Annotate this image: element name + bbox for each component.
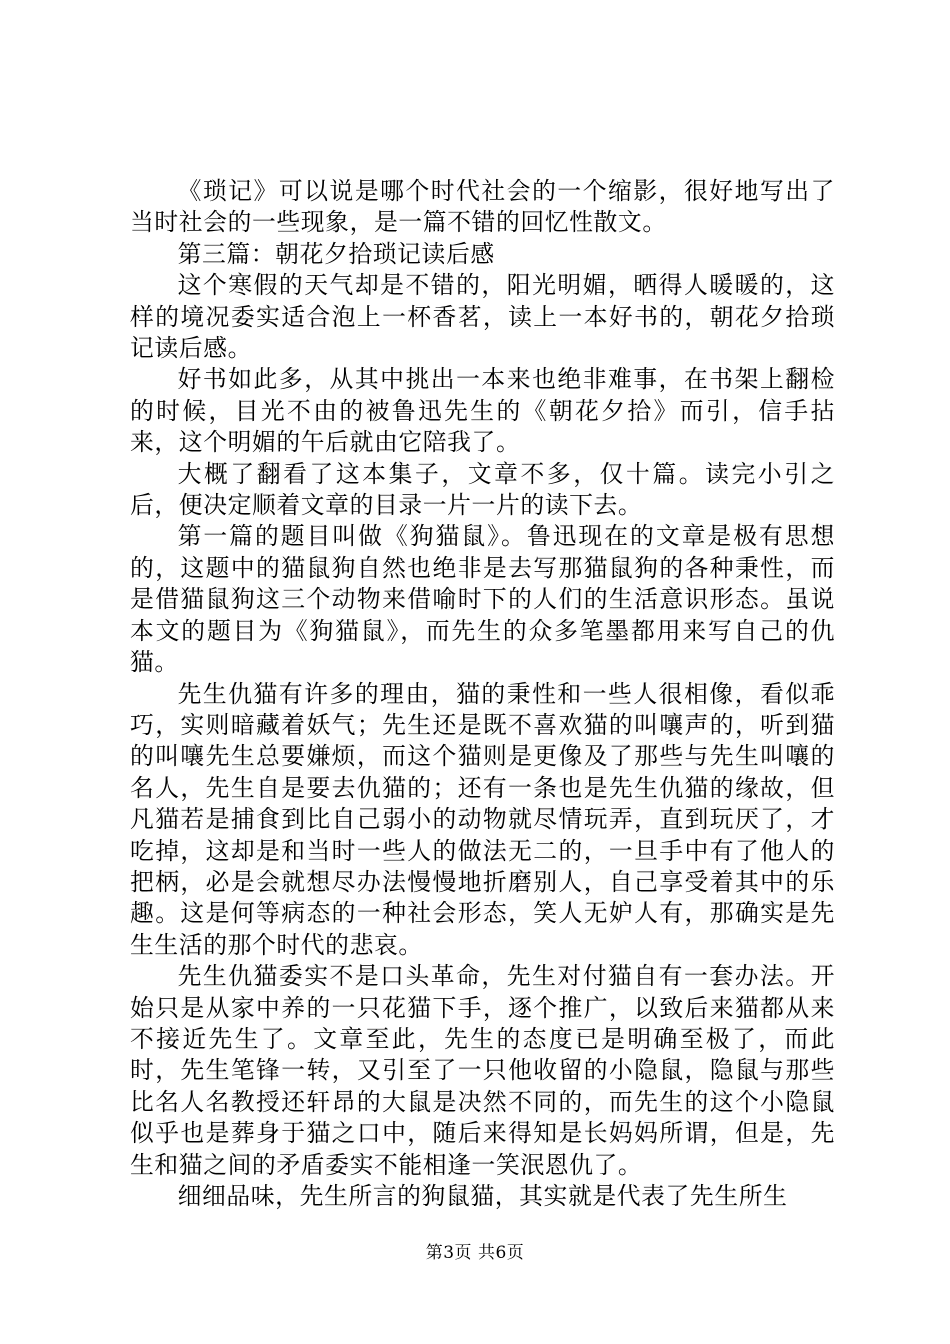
section-heading: 第三篇：朝花夕拾琐记读后感 bbox=[177, 239, 495, 268]
page-footer: 第3页 共6页 bbox=[425, 1243, 525, 1263]
paragraph-6: 第一篇的题目叫做《狗猫鼠》。鲁迅现在的文章是极有思想的，这题中的猫鼠狗自然也绝非是去写那猫鼠狗的各种秉性，而是借猫鼠狗这三个动物来借喻时下的人们的生活意识形态。虽说本文的题目为《狗猫鼠》，而先生的众多笔墨都用来写自己的仇猫。 bbox=[130, 522, 835, 677]
paragraph-4: 好书如此多，从其中挑出一本来也绝非难事，在书架上翻检的时候，目光不由的被鲁迅先生的《朝花夕拾》而引，信手拈来，这个明媚的午后就由它陪我了。 bbox=[130, 365, 835, 457]
paragraph-7: 先生仇猫有许多的理由，猫的秉性和一些人很相像，看似乖巧，实则暗藏着妖气；先生还是既不喜欢猫的叫嚷声的，听到猫的叫嚷先生总要嫌烦，而这个猫则是更像及了那些与先生叫嚷的名人，先生自是要去仇猫的；还有一条也是先生仇猫的缘故，但凡猫若是捕食到比自己弱小的动物就尽情玩弄，直到玩厌了，才吃掉，这却是和当时一些人的做法无二的，一旦手中有了他人的把柄，必是会就想尽办法慢慢地折磨别人，自己享受着其中的乐趣。这是何等病态的一种社会形态，笑人无妒人有，那确实是先生生活的那个时代的悲哀。 bbox=[130, 679, 835, 959]
body-text bbox=[130, 176, 835, 1212]
paragraph-3: 这个寒假的天气却是不错的，阳光明媚，晒得人暖暖的，这样的境况委实适合泡上一杯香茗，读上一本好书的，朝花夕拾琐记读后感。 bbox=[130, 271, 835, 363]
paragraph-8: 先生仇猫委实不是口头革命，先生对付猫自有一套办法。开始只是从家中养的一只花猫下手，逐个推广，以致后来猫都从来不接近先生了。文章至此，先生的态度已是明确至极了，而此时，先生笔锋一转，又引至了一只他收留的小隐鼠，隐鼠与那些比名人名教授还轩昂的大鼠是决然不同的，而先生的这个小隐鼠似乎也是葬身于猫之口中，随后来得知是长妈妈所谓，但是，先生和猫之间的矛盾委实不能相逢一笑泯恩仇了。 bbox=[130, 962, 835, 1179]
paragraph-9: 细细品味，先生所言的狗鼠猫，其实就是代表了先生所生 bbox=[177, 1182, 788, 1210]
paragraph-1: 《琐记》可以说是哪个时代社会的一个缩影，很好地写出了当时社会的一些现象，是一篇不错的回忆性散文。 bbox=[130, 177, 835, 237]
paragraph-5: 大概了翻看了这本集子，文章不多，仅十篇。读完小引之后，便决定顺着文章的目录一片一片的读下去。 bbox=[130, 459, 835, 520]
